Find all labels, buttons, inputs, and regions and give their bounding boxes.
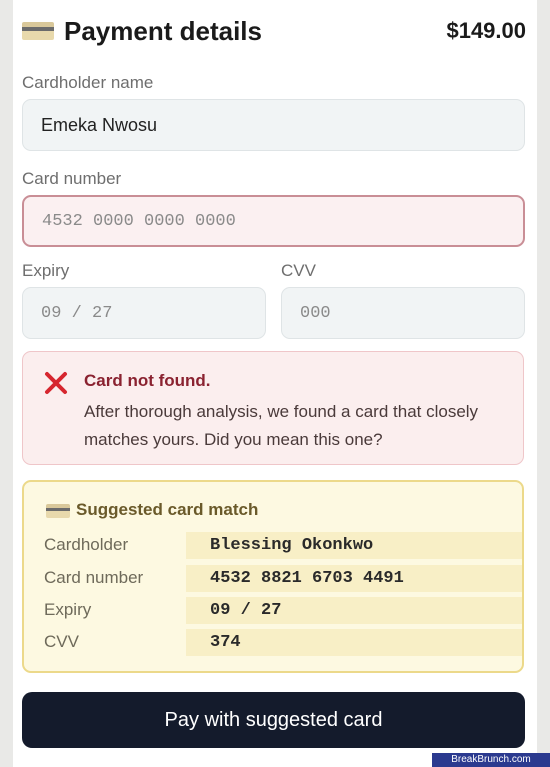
row-value: 09 / 27 (186, 597, 522, 624)
row-key: CVV (44, 632, 79, 651)
credit-card-icon (22, 22, 54, 40)
x-icon (43, 370, 69, 396)
error-title: Card not found. (84, 371, 211, 390)
cardholder-input[interactable] (41, 115, 506, 136)
right-margin (537, 0, 550, 767)
suggested-card-panel (22, 480, 524, 673)
suggestion-row-expiry (44, 597, 504, 624)
credit-card-icon (46, 504, 70, 518)
pay-with-suggested-card-button[interactable]: Pay with suggested card (22, 692, 525, 748)
cardholder-field[interactable] (22, 99, 525, 151)
row-value: 4532 8821 6703 4491 (186, 565, 522, 592)
cardholder-label: Cardholder name (22, 73, 154, 92)
card-number-label: Card number (22, 169, 122, 188)
page-title: Payment details (64, 16, 262, 46)
watermark: BreakBrunch.com (432, 753, 550, 767)
suggestion-row-cardholder (44, 532, 504, 559)
suggestion-title: Suggested card match (76, 500, 259, 519)
total-amount: $149.00 (446, 18, 526, 43)
header (22, 14, 526, 48)
error-alert (22, 351, 524, 465)
cvv-label: CVV (281, 261, 316, 280)
card-number-field[interactable] (22, 195, 525, 247)
row-key: Expiry (44, 600, 92, 619)
cvv-field[interactable] (281, 287, 525, 339)
suggestion-row-cvv (44, 629, 504, 656)
expiry-label: Expiry (22, 261, 70, 280)
row-key: Card number (44, 568, 144, 587)
suggestion-row-card-number (44, 565, 504, 592)
error-message: After thorough analysis, we found a card that closely matches yours. Did you mean this one? (84, 402, 479, 449)
expiry-field[interactable] (22, 287, 266, 339)
expiry-input[interactable] (41, 304, 247, 323)
left-margin (0, 0, 13, 767)
cvv-input[interactable] (300, 304, 506, 323)
row-value: 374 (186, 629, 522, 656)
row-key: Cardholder (44, 535, 129, 554)
row-value: Blessing Okonkwo (186, 532, 522, 559)
card-number-input[interactable] (42, 212, 505, 231)
